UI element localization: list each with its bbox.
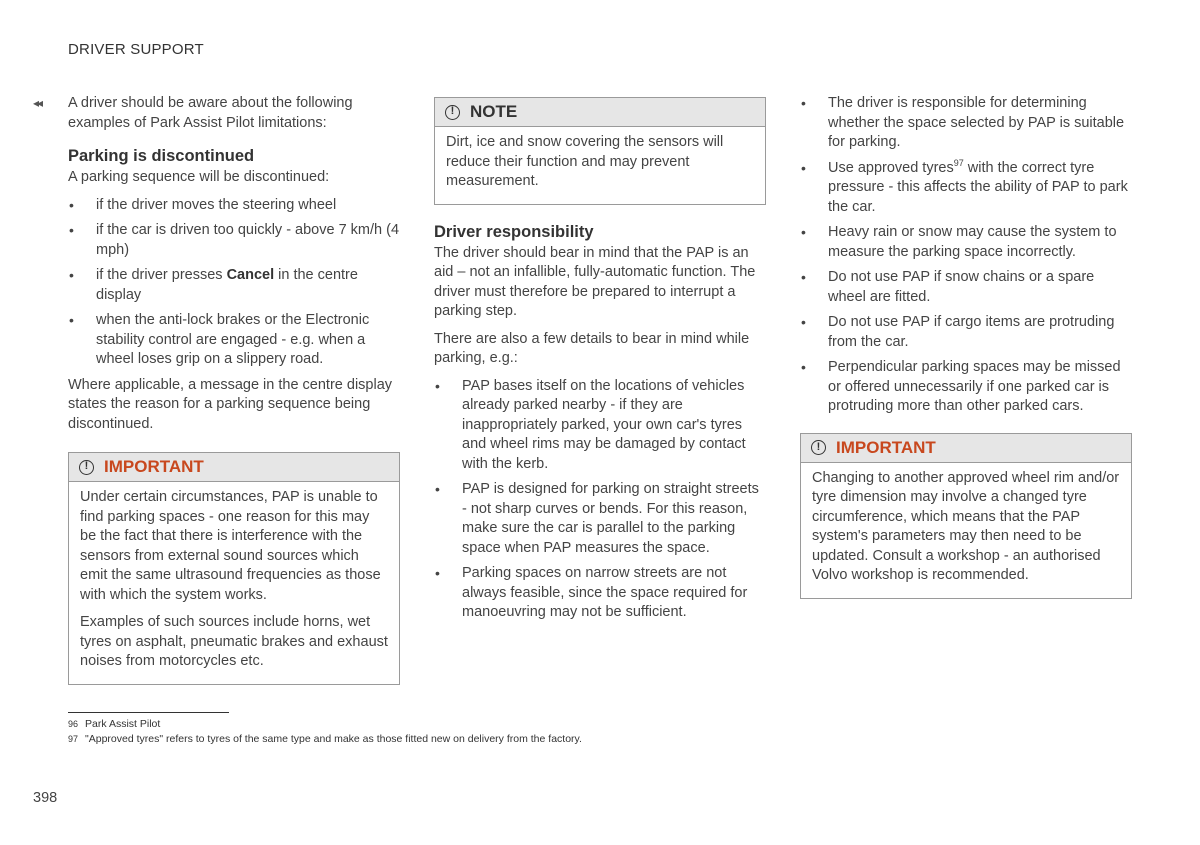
list-item: • if the driver moves the steering wheel (68, 196, 400, 216)
note-title: NOTE (470, 102, 518, 122)
important-box-body (69, 482, 399, 684)
footnotes (68, 717, 582, 747)
discontinued-list (68, 196, 400, 370)
footnote-number: 96 (68, 719, 79, 729)
list-item-text: if the driver presses (96, 267, 227, 283)
footnote-divider (68, 712, 229, 713)
list-item-text: in the centre display (96, 267, 358, 303)
list-item: • PAP bases itself on the locations of vehicles already parked nearby - if they are inappropriately parked, your own car's tyres and wheel rims may be damaged by contact with the kerb. (434, 377, 766, 475)
list-item-text: with the correct tyre pressure - this affects the ability of PAP to park the car. (828, 159, 1128, 215)
important-title: IMPORTANT (104, 457, 204, 477)
lead-paragraph: A parking sequence will be discontinued: (68, 169, 330, 185)
note-box-body (435, 127, 765, 204)
column-left (68, 94, 400, 695)
message-paragraph: Where applicable, a message in the centre display states the reason for a parking sequence being discontinued. (68, 376, 393, 432)
note-text: Dirt, ice and snow covering the sensors will reduce their function and may prevent measurement. (446, 134, 724, 189)
important-paragraph: Changing to another approved wheel rim and/or tyre dimension may involve a changed tyre circumference, which means that the PAP system's parameters may then need to be updated. Consult a workshop - an authorised Volvo workshop is recommended. (812, 469, 1120, 583)
list-item: • PAP is designed for parking on straight streets - not sharp curves or bends. For this reason, make sure the car is parallel to the parking space when PAP measures the space. (434, 480, 766, 558)
list-item: • Parking spaces on narrow streets are not always feasible, since the space required for manoeuvring may not be sufficient. (434, 564, 766, 623)
list-item: • when the anti-lock brakes or the Electronic stability control are engaged - e.g. when a wheel loses grip on a slippery road. (68, 311, 400, 370)
footnote-number: 97 (68, 734, 79, 744)
footnote-96 (68, 717, 582, 732)
limitations-list (800, 94, 1132, 417)
important-box (800, 433, 1132, 599)
list-item-text: Use approved tyres (828, 159, 954, 176)
important-paragraph: Under certain circumstances, PAP is unable to find parking spaces - one reason for this may be the fact that there is interference with the sensors from external sound sources which emit the same ultrasound frequencies as those with which the system works. (80, 489, 381, 603)
column-middle (434, 97, 766, 629)
important-paragraph: Examples of such sources include horns, wet tyres on asphalt, pneumatic brakes and exhaust noises from motorcycles etc. (80, 614, 388, 669)
important-box-header (69, 453, 399, 482)
heading-parking-discontinued: Parking is discontinued (68, 147, 255, 165)
column-right (800, 94, 1132, 609)
responsibility-paragraph: The driver should bear in mind that the PAP is an aid – not an infallible, fully-automatic function. The driver must therefore be prepared to interrupt a parking step. (434, 244, 756, 319)
important-box (68, 452, 400, 685)
section-header: DRIVER SUPPORT (68, 41, 204, 58)
footnote-97 (68, 732, 582, 747)
list-item: • Perpendicular parking spaces may be missed or offered unnecessarily if one parked car is protruding more than other parked cars. (800, 358, 1132, 417)
important-box-header (801, 434, 1131, 463)
important-box-body (801, 463, 1131, 598)
heading-driver-responsibility: Driver responsibility (434, 222, 594, 241)
page-number: 398 (33, 790, 58, 806)
details-list (434, 377, 766, 623)
continued-from-previous-page-icon: ◂◂ (33, 96, 42, 110)
details-paragraph: There are also a few details to bear in mind while parking, e.g.: (434, 330, 750, 366)
exclamation-circle-icon: ! (445, 105, 460, 120)
note-box-header (435, 98, 765, 127)
list-item: • if the car is driven too quickly - above 7 km/h (4 mph) (68, 221, 400, 260)
exclamation-circle-icon: ! (811, 440, 826, 455)
list-item: • Do not use PAP if snow chains or a spare wheel are fitted. (800, 268, 1132, 307)
intro-paragraph: A driver should be aware about the following examples of Park Assist Pilot limitations: (68, 95, 353, 131)
list-item: • Do not use PAP if cargo items are protruding from the car. (800, 313, 1132, 352)
list-item: • Heavy rain or snow may cause the system to measure the parking space incorrectly. (800, 223, 1132, 262)
important-title: IMPORTANT (836, 437, 936, 457)
exclamation-circle-icon: ! (79, 460, 94, 475)
note-box (434, 97, 766, 205)
cancel-keyword: Cancel (226, 267, 275, 283)
list-item (800, 159, 1132, 218)
list-item (68, 266, 400, 305)
footnote-ref-97: 97 (953, 157, 964, 168)
list-item: • The driver is responsible for determining whether the space selected by PAP is suitable for parking. (800, 94, 1132, 153)
footnote-text: Park Assist Pilot (85, 718, 161, 730)
footnote-text: "Approved tyres" refers to tyres of the same type and make as those fitted new on delivery from the factory. (85, 733, 582, 745)
